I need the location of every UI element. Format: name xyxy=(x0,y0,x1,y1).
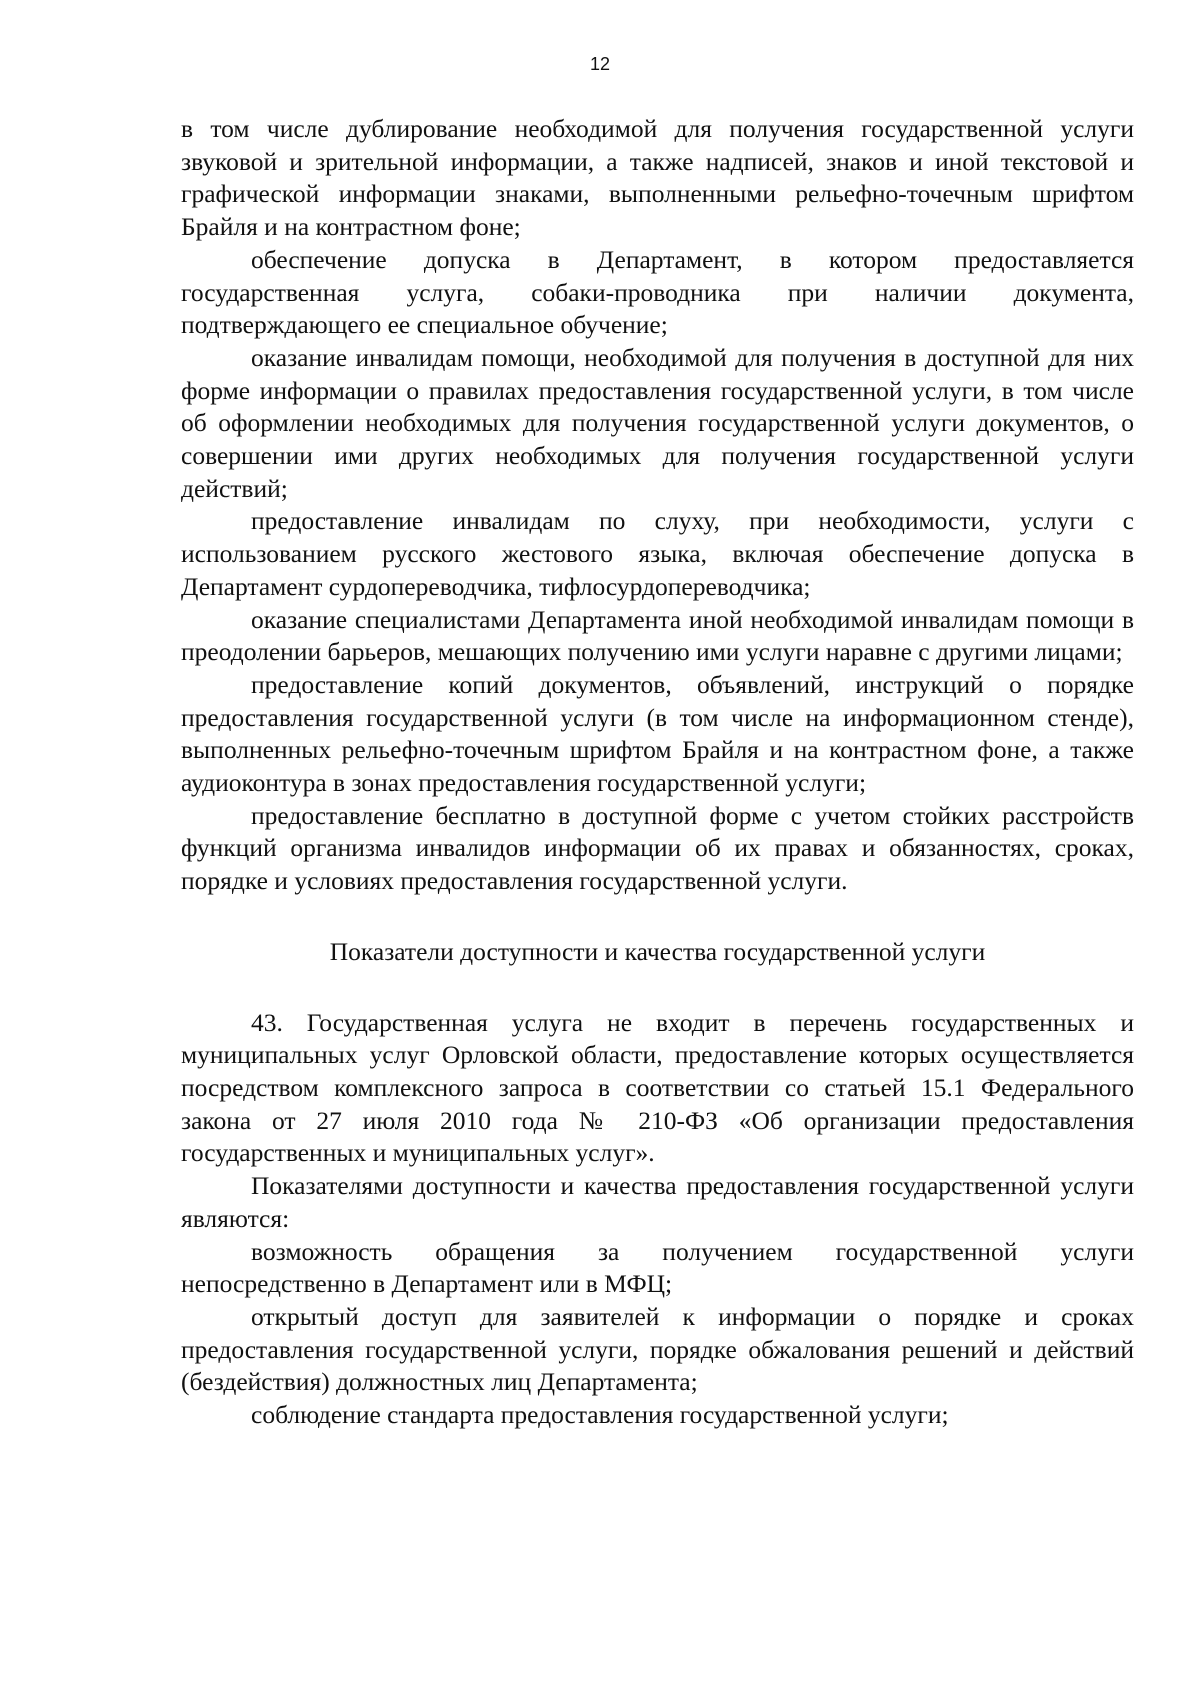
section-heading: Показатели доступности и качества государственной услуги xyxy=(329,936,986,966)
paragraph: оказание инвалидам помощи, необходимой для получения в доступной для них форме информации о правилах предоставления государственной услуги, в том числе об оформлении необходимых для получения государственной услуги документов, о совершении ими других необходимых для получения государственной услуги действий; xyxy=(181,342,1134,503)
paragraph: открытый доступ для заявителей к информации о порядке и сроках предоставления государственной услуги, порядке обжалования решений и действий (бездействия) должностных лиц Департамента; xyxy=(181,1301,1134,1397)
paragraph: предоставление копий документов, объявлений, инструкций о порядке предоставления государственной услуги (в том числе на информационном стенде), выполненных рельефно-точечным шрифтом Брайля и на контрастном фоне, а также аудиоконтура в зонах предоставления государственной услуги; xyxy=(181,669,1134,798)
paragraph: оказание специалистами Департамента иной необходимой инвалидам помощи в преодолении барьеров, мешающих получению ими услуги наравне с другими лицами; xyxy=(181,604,1134,667)
paragraph: соблюдение стандарта предоставления государственной услуги; xyxy=(251,1400,949,1430)
paragraph: Показателями доступности и качества предоставления государственной услуги являются: xyxy=(181,1171,1134,1233)
document-body xyxy=(181,113,1134,1432)
paragraph: в том числе дублирование необходимой для получения государственной услуги звуковой и зрительной информации, а также надписей, знаков и иной текстовой и графической информации знаками, выполненными рельефно-точечным шрифтом Брайля и на контрастном фоне; xyxy=(181,114,1134,242)
paragraph: возможность обращения за получением государственной услуги непосредственно в Департамент или в МФЦ; xyxy=(181,1236,1134,1299)
page-number: 12 xyxy=(589,54,611,74)
paragraph: предоставление бесплатно в доступной форме с учетом стойких расстройств функций организма инвалидов информации об их правах и обязанностях, сроках, порядке и условиях предоставления государственной услуги. xyxy=(181,800,1134,896)
paragraph: 43. Государственная услуга не входит в перечень государственных и муниципальных услуг Орловской области, предоставление которых осуществляется посредством комплексного запроса в соответствии со статьей 15.1 Федерального закона от 27 июля 2010 года № 210-ФЗ «Об организации предоставления государственных и муниципальных услуг». xyxy=(181,1007,1134,1168)
paragraph: предоставление инвалидам по слуху, при необходимости, услуги с использованием русского жестового языка, включая обеспечение допуска в Департамент сурдопереводчика, тифлосурдопереводчика; xyxy=(181,506,1134,601)
paragraph: обеспечение допуска в Департамент, в котором предоставляется государственная услуга, собаки-проводника при наличии документа, подтверждающего ее специальное обучение; xyxy=(181,244,1134,340)
